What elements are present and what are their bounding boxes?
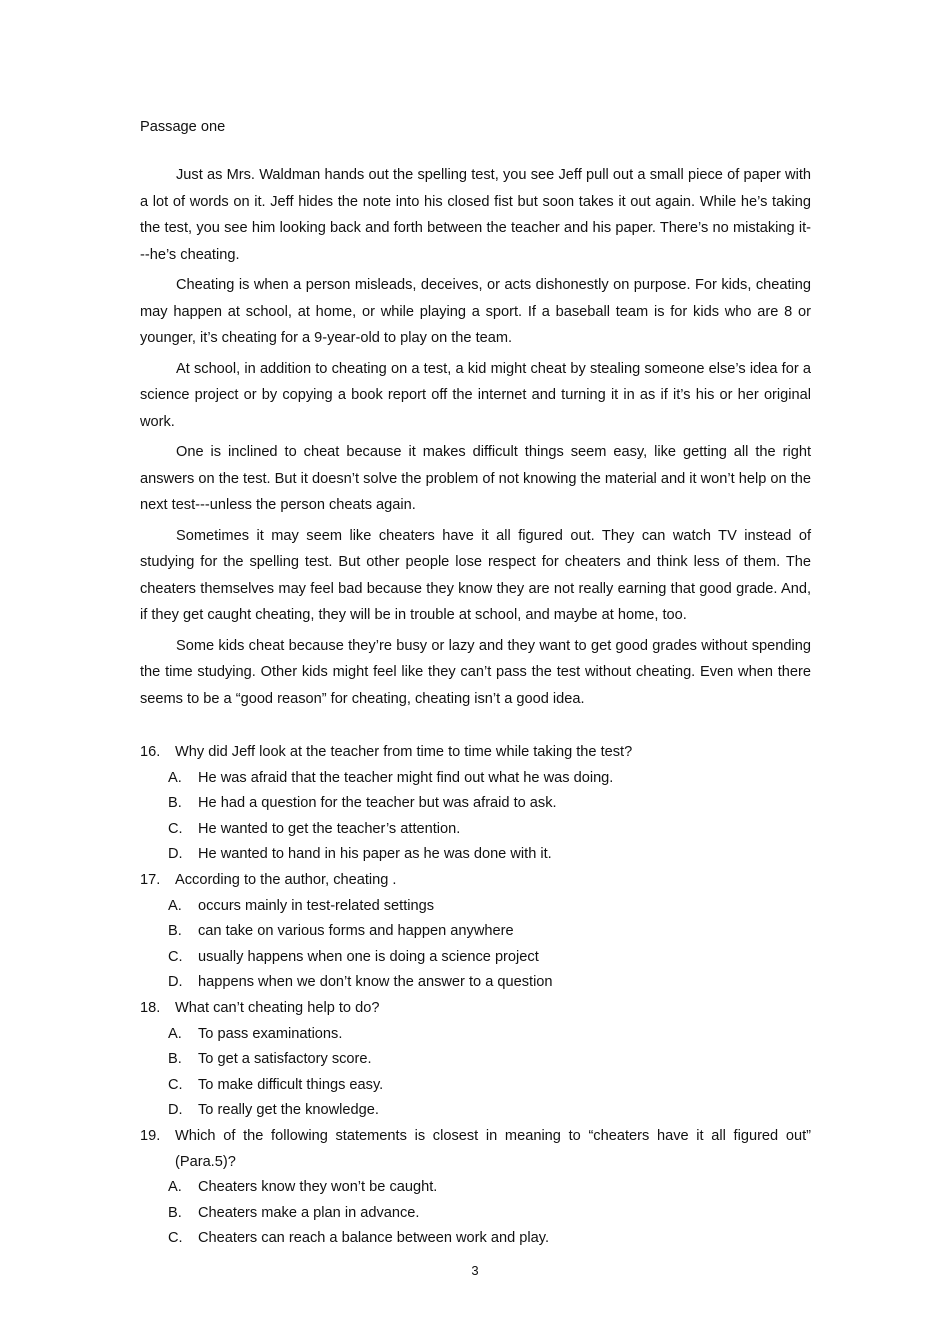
document-page: [140, 116, 811, 1252]
option-letter: C.: [168, 948, 183, 965]
option-text: can take on various forms and happen anywhere: [198, 923, 514, 940]
question-number: 18.: [140, 999, 161, 1016]
option-letter: A.: [168, 897, 182, 914]
question-number: 16.: [140, 744, 161, 760]
option-letter: B.: [168, 923, 182, 940]
option-c: [140, 1226, 811, 1252]
question-19: [140, 1124, 811, 1252]
question-16: [140, 740, 811, 868]
passage-paragraph-4: One is inclined to cheat because it makes difficult things seem easy, like getting all the right answers on the test. But it doesn’t solve the problem of not knowing the material and it won’t help on the next test---unless the person cheats again.: [140, 444, 811, 513]
option-c: [140, 945, 811, 971]
option-text: He had a question for the teacher but was afraid to ask.: [198, 795, 557, 812]
option-letter: D.: [168, 1102, 183, 1119]
option-text: To pass examinations.: [198, 1025, 343, 1042]
option-text: To make difficult things easy.: [198, 1076, 384, 1093]
option-text: usually happens when one is doing a science project: [198, 948, 539, 965]
option-list: [140, 1175, 811, 1252]
option-letter: C.: [168, 1230, 183, 1247]
passage-title: Passage one: [140, 119, 226, 135]
option-letter: A.: [168, 1179, 182, 1196]
passage-paragraph-1: Just as Mrs. Waldman hands out the spelling test, you see Jeff pull out a small piece of paper with a lot of words on it. Jeff hides the note into his closed fist but soon takes it out again. While he’s taking the test, you see him looking back and forth between the teacher and his paper. There’s no mistaking it---he’s cheating.: [140, 167, 811, 263]
option-list: [140, 766, 811, 868]
option-letter: C.: [168, 820, 183, 837]
option-a: [140, 1175, 811, 1201]
passage-paragraph-5: Sometimes it may seem like cheaters have it all figured out. They can watch TV instead of studying for the spelling test. But other people lose respect for cheaters and think less of them. The cheaters themselves may feel bad because they know they are not really earning that good grade. And, if they get caught cheating, they will be in trouble at school, and maybe at home, too.: [140, 527, 811, 623]
question-text: According to the author, cheating .: [175, 871, 397, 888]
option-letter: D.: [168, 846, 183, 863]
option-a: [140, 894, 811, 920]
question-stem: [140, 996, 811, 1022]
option-c: [140, 1073, 811, 1099]
option-text: Cheaters know they won’t be caught.: [198, 1179, 438, 1196]
question-list: [140, 740, 811, 1252]
option-b: [140, 1047, 811, 1073]
question-stem: [140, 868, 811, 894]
option-list: [140, 1022, 811, 1124]
passage-body: [140, 162, 811, 712]
option-d: [140, 970, 811, 996]
option-text: To get a satisfactory score.: [198, 1051, 372, 1068]
question-text: Why did Jeff look at the teacher from time to time while taking the test?: [175, 744, 633, 760]
option-text: He wanted to hand in his paper as he was done with it.: [198, 846, 552, 863]
option-a: [140, 766, 811, 792]
option-d: [140, 842, 811, 868]
option-letter: C.: [168, 1076, 183, 1093]
option-c: [140, 817, 811, 843]
option-d: [140, 1098, 811, 1124]
option-letter: A.: [168, 769, 182, 786]
passage-paragraph-6: Some kids cheat because they’re busy or lazy and they want to get good grades without spending the time studying. Other kids might feel like they can’t pass the test without cheating. Even when there seems to be a “good reason” for cheating, cheating isn’t a good idea.: [140, 637, 811, 707]
passage-paragraph-2: Cheating is when a person misleads, deceives, or acts dishonestly on purpose. For kids, cheating may happen at school, at home, or while playing a sport. If a baseball team is for kids who are 8 or younger, it’s cheating for a 9-year-old to play on the team.: [140, 277, 811, 346]
question-stem: [140, 740, 811, 766]
question-17: [140, 868, 811, 996]
question-text: Which of the following statements is closest in meaning to “cheaters have it all figured out” (Para.5)?: [175, 1127, 811, 1170]
option-list: [140, 894, 811, 996]
option-text: occurs mainly in test-related settings: [198, 897, 435, 914]
option-b: [140, 791, 811, 817]
option-text: happens when we don’t know the answer to a question: [198, 974, 553, 991]
option-letter: B.: [168, 795, 182, 812]
page-number: 3: [471, 1263, 479, 1278]
option-text: He was afraid that the teacher might find out what he was doing.: [198, 769, 614, 786]
option-text: Cheaters can reach a balance between work and play.: [198, 1230, 550, 1247]
question-18: [140, 996, 811, 1124]
option-text: He wanted to get the teacher’s attention.: [198, 820, 461, 837]
option-letter: B.: [168, 1204, 182, 1221]
option-letter: B.: [168, 1051, 182, 1068]
question-stem: [140, 1124, 811, 1175]
option-letter: D.: [168, 974, 183, 991]
question-number: 17.: [140, 871, 161, 888]
option-b: [140, 919, 811, 945]
option-text: Cheaters make a plan in advance.: [198, 1204, 420, 1221]
question-text: What can’t cheating help to do?: [175, 999, 380, 1016]
passage-paragraph-3: At school, in addition to cheating on a test, a kid might cheat by stealing someone else’s idea for a science project or by copying a book report off the internet and turning it in as if it’s his or her original work.: [140, 360, 811, 430]
option-letter: A.: [168, 1025, 182, 1042]
option-a: [140, 1022, 811, 1048]
option-text: To really get the knowledge.: [198, 1102, 379, 1119]
option-b: [140, 1201, 811, 1227]
question-number: 19.: [140, 1127, 161, 1144]
